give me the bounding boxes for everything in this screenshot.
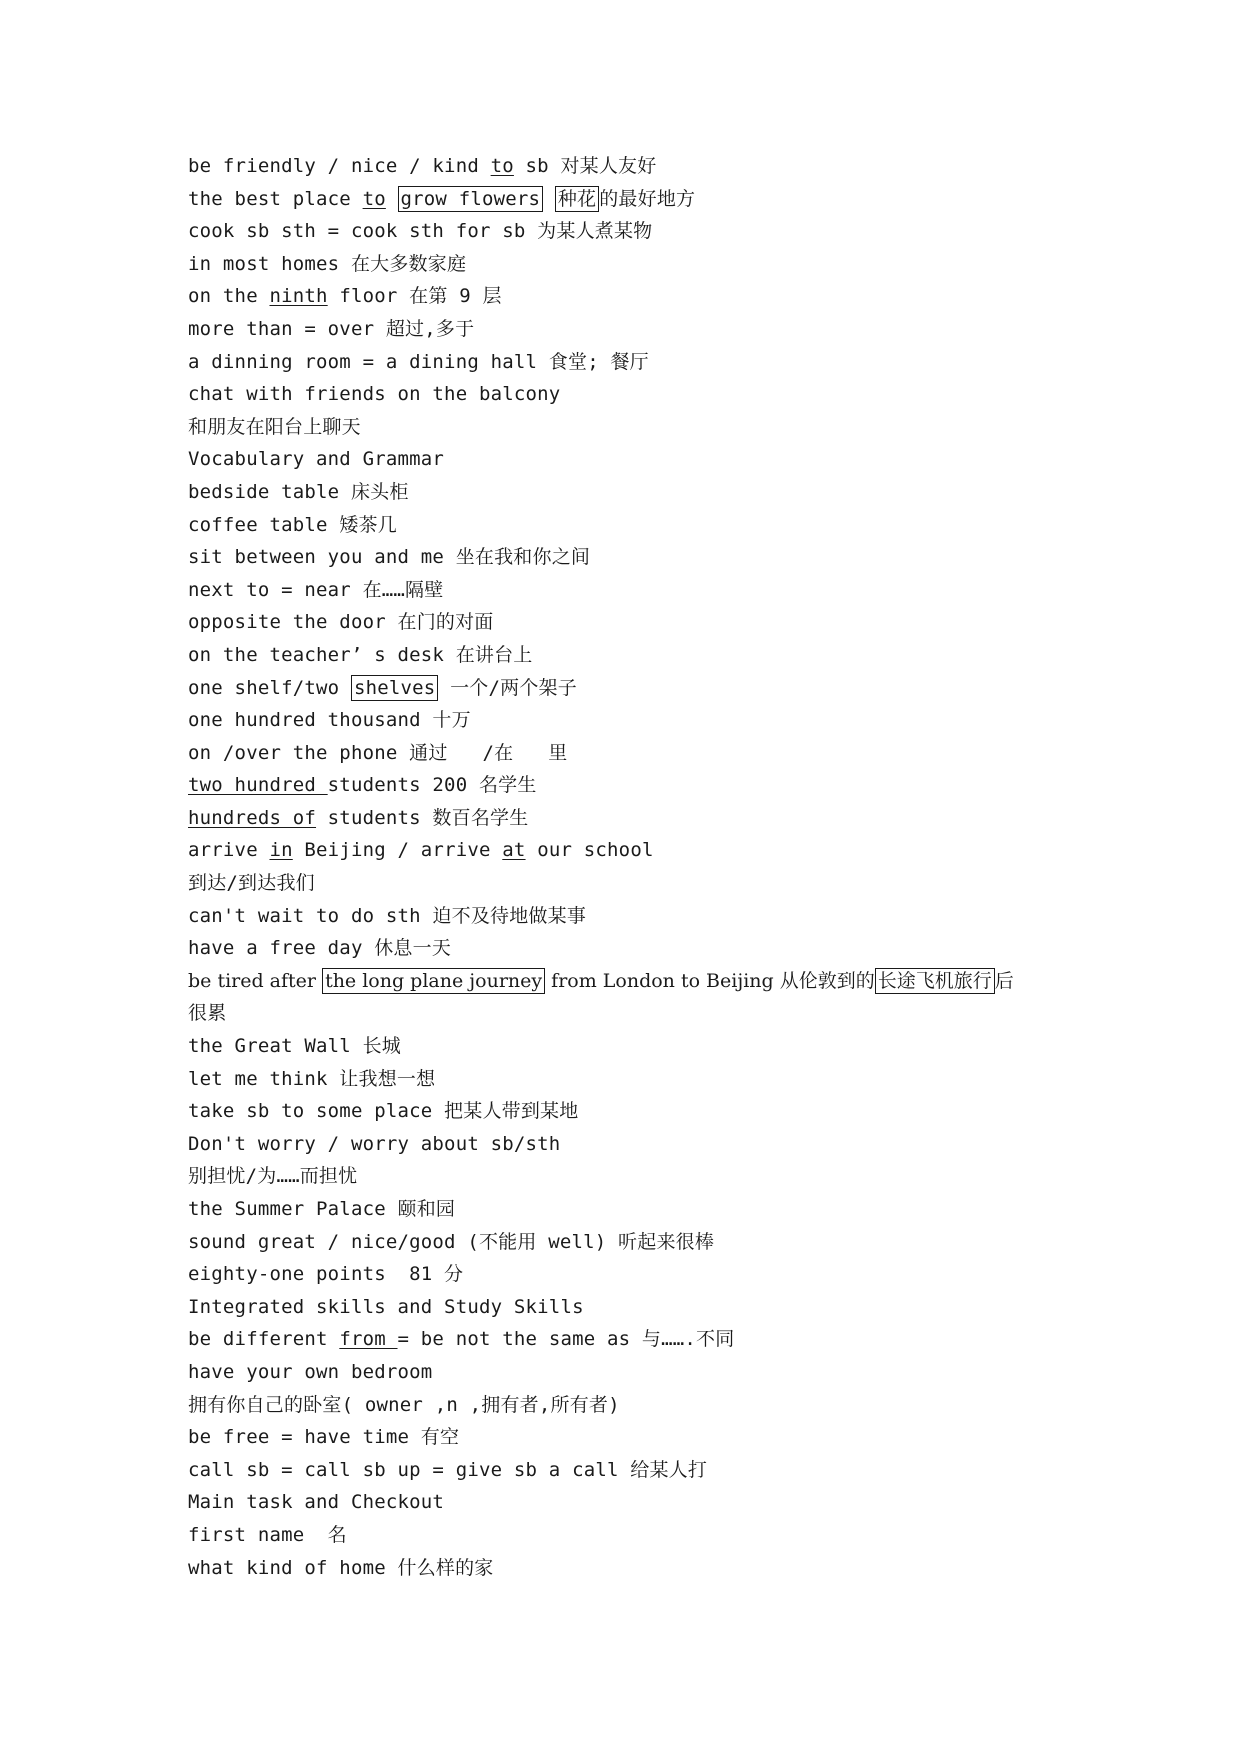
underlined-text: hundreds of [188,806,317,829]
line-text: a dinning room = a dining hall 食堂; 餐厅 [188,350,649,373]
line-text: on /over the phone 通过 /在 里 [188,741,568,764]
text-line [188,411,1088,444]
line-text: 很累 [188,1002,227,1025]
underlined-text: to [490,155,514,177]
text-line [188,1389,1088,1422]
line-text: the best place [188,187,363,210]
text-line [188,574,1088,607]
text-line [188,1323,1088,1356]
boxed-text: 长途飞机旅行 [875,968,995,994]
vocabulary-list [188,150,1088,1584]
line-text: more than = over 超过,多于 [188,317,475,340]
text-line [188,639,1088,672]
text-line [188,1226,1088,1259]
line-text: floor 在第 9 层 [327,285,502,308]
text-line [188,834,1088,867]
text-line [188,900,1088,933]
line-text: Don't worry / worry about sb/sth [188,1132,561,1155]
underlined-text: to [362,187,386,210]
text-line [188,1030,1088,1063]
line-text: Vocabulary and Grammar [188,448,445,471]
line-text: coffee table 矮茶几 [188,513,397,536]
line-text: can't wait to do sth 迫不及待地做某事 [188,904,587,927]
text-line [188,606,1088,639]
underlined-text: ninth [269,285,328,308]
text-line [188,150,1088,183]
line-text: be different [188,1328,340,1351]
text-line [188,769,1088,802]
text-line [188,997,1088,1030]
line-text: 一个/两个架子 [438,676,577,699]
underlined-text: in [269,839,293,862]
line-text: 和朋友在阳台上聊天 [188,415,361,438]
text-line [188,443,1088,476]
text-line [188,672,1088,705]
text-line [188,1160,1088,1193]
line-text: 别担忧/为……而担忧 [188,1165,358,1188]
text-line [188,802,1088,835]
line-text: bedside table 床头柜 [188,480,409,503]
boxed-text: shelves [351,675,438,701]
text-line [188,1063,1088,1096]
line-text [386,188,398,210]
text-line [188,346,1088,379]
line-text: the Great Wall 长城 [188,1035,401,1058]
text-line [188,1519,1088,1552]
line-text: our school [525,839,654,862]
line-text: be friendly / nice / kind [188,155,491,177]
text-line [188,183,1088,216]
text-line [188,704,1088,737]
text-line [188,1421,1088,1454]
text-line [188,867,1088,900]
line-text: 拥有你自己的卧室( owner ,n ,拥有者,所有者) [188,1393,620,1416]
line-text: be tired after [188,969,323,992]
line-text: 到达/到达我们 [188,872,315,895]
underlined-text: from [339,1328,398,1351]
text-line [188,476,1088,509]
line-text: arrive [188,839,270,862]
underlined-text: two hundred [188,774,328,797]
underlined-text: at [502,839,526,862]
text-line [188,932,1088,965]
line-text: in most homes 在大多数家庭 [188,252,467,275]
text-line [188,248,1088,281]
line-text: 的最好地方 [599,187,696,210]
boxed-text: the long plane journey [322,968,545,994]
text-line [188,1128,1088,1161]
line-text [543,188,555,210]
text-line [188,737,1088,770]
line-text: students 数百名学生 [316,806,529,829]
line-text: = be not the same as 与…….不同 [397,1328,735,1351]
text-line [188,378,1088,411]
boxed-text: 种花 [555,186,599,212]
text-line [188,965,1088,998]
line-text: sit between you and me 坐在我和你之间 [188,546,591,569]
line-text: one hundred thousand 十万 [188,709,471,732]
line-text: Main task and Checkout [188,1491,445,1514]
text-line [188,1193,1088,1226]
text-line [188,1454,1088,1487]
text-line [188,215,1088,248]
line-text: chat with friends on the balcony [188,383,561,406]
text-line [188,313,1088,346]
line-text: opposite the door 在门的对面 [188,611,494,634]
line-text: let me think 让我想一想 [188,1067,436,1090]
text-line [188,1095,1088,1128]
line-text: be free = have time 有空 [188,1426,460,1449]
text-line [188,1291,1088,1324]
text-line [188,1552,1088,1585]
line-text: Integrated skills and Study Skills [188,1295,584,1318]
boxed-text: grow flowers [398,186,544,212]
line-text: have a free day 休息一天 [188,937,452,960]
line-text: Beijing / arrive [292,839,503,862]
text-line [188,1356,1088,1389]
line-text: cook sb sth = cook sth for sb 为某人煮某物 [188,220,653,243]
text-line [188,509,1088,542]
text-line [188,280,1088,313]
line-text: first name 名 [188,1523,347,1546]
line-text: on the [188,285,270,308]
line-text: eighty-one points 81 分 [188,1263,464,1286]
line-text: next to = near 在……隔壁 [188,578,444,601]
text-line [188,1486,1088,1519]
text-line [188,541,1088,574]
line-text: one shelf/two [188,676,351,699]
line-text: on the teacher’ s desk 在讲台上 [188,643,533,666]
line-text: what kind of home 什么样的家 [188,1556,494,1579]
line-text: have your own bedroom [188,1360,433,1383]
line-text: sound great / nice/good (不能用 well) 听起来很棒 [188,1230,715,1253]
line-text: students 200 名学生 [327,774,537,797]
line-text: take sb to some place 把某人带到某地 [188,1100,579,1123]
text-line [188,1258,1088,1291]
line-text: 后 [994,969,1014,992]
line-text: call sb = call sb up = give sb a call 给某人打 [188,1458,708,1481]
line-text: sb 对某人友好 [513,155,657,177]
line-text: from London to Beijing 从伦敦到的 [545,969,875,992]
line-text: the Summer Palace 颐和园 [188,1198,456,1220]
